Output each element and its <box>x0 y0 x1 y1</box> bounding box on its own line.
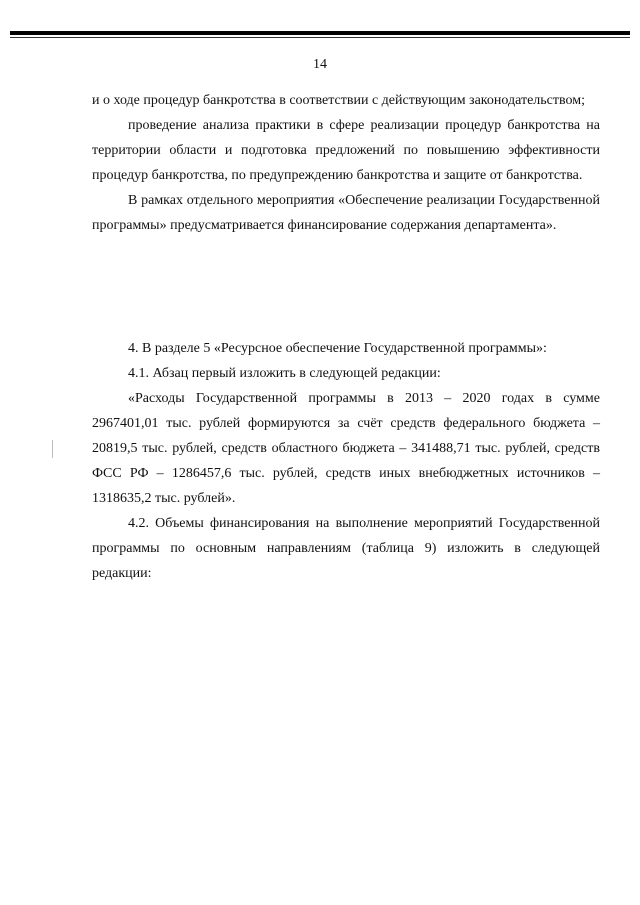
paragraph-7: 4.2. Объемы финансирования на выполнение мероприятий Государственной программы по основным направлениям (таблица 9) изложить в следующей редакции: <box>92 516 600 581</box>
paragraph-2: проведение анализа практики в сфере реализации процедур банкротства на территории области и подготовка предложений по повышению эффективности процедур банкротства, по предупреждению банкротства и защите от банкротства. <box>92 118 600 183</box>
paragraph-5: 4.1. Абзац первый изложить в следующей редакции: <box>128 366 441 381</box>
paragraph-4: 4. В разделе 5 «Ресурсное обеспечение Государственной программы»: <box>128 341 547 356</box>
page-number: 14 <box>313 57 327 72</box>
header-rule-thin <box>10 37 630 38</box>
header-rule <box>10 31 630 35</box>
paragraph-1: и о ходе процедур банкротства в соответствии с действующим законодательством; <box>92 93 585 108</box>
scan-artifact <box>52 440 53 458</box>
paragraph-3: В рамках отдельного мероприятия «Обеспечение реализации Государственной программы» предусматривается финансирование содержания департамента». <box>92 193 600 233</box>
paragraph-group-1 <box>92 88 600 238</box>
paragraph-6: «Расходы Государственной программы в 2013 – 2020 годах в сумме 2967401,01 тыс. рублей формируются за счёт средств федерального бюджета – 20819,5 тыс. рублей, средств областного бюджета – 341488,71 тыс. рублей, средств ФСС РФ – 1286457,6 тыс. рублей, средств иных внебюджетных источников – 1318635,2 тыс. рублей». <box>92 391 600 506</box>
paragraph-group-2 <box>92 336 600 586</box>
